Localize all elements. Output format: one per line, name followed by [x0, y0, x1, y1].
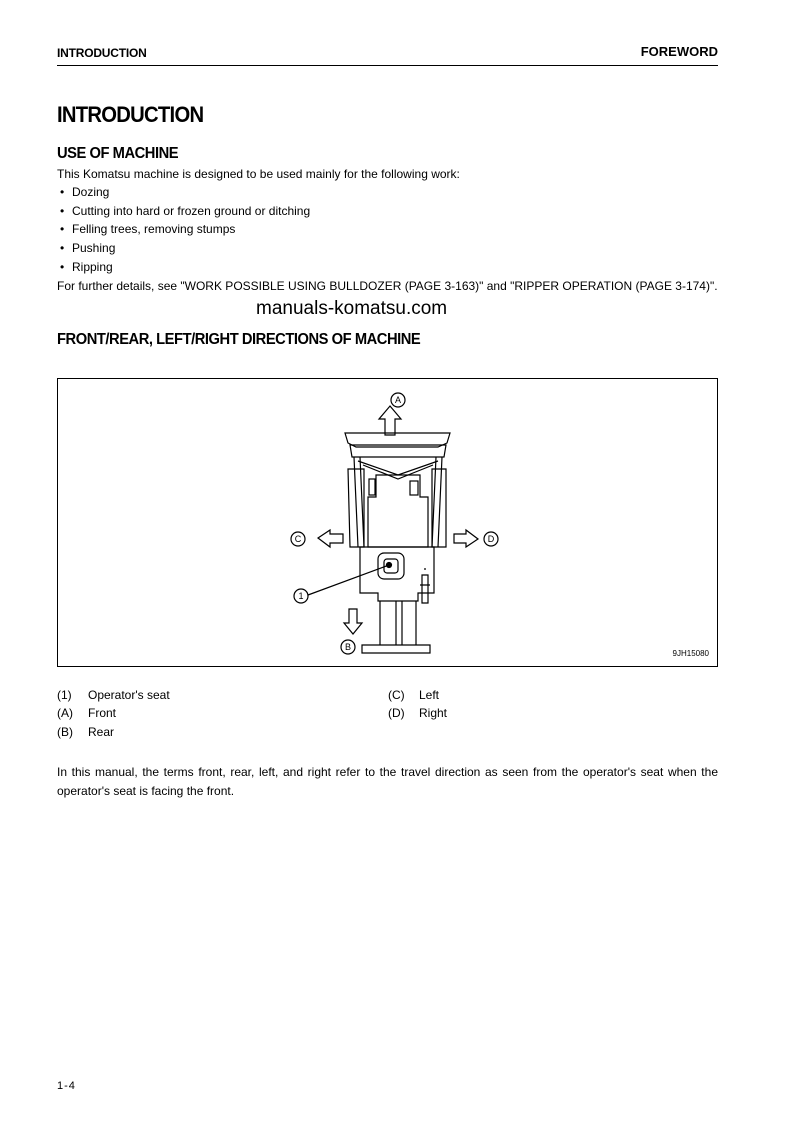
header-section-right: FOREWORD: [640, 44, 718, 59]
work-item-ripping: • Ripping: [57, 258, 310, 277]
legend-item-b: [57, 725, 114, 739]
work-list: [57, 183, 310, 276]
page-number: 1-4: [57, 1080, 76, 1092]
legend-code: (A): [57, 706, 73, 720]
figure-code: 9JH15080: [672, 649, 709, 658]
machine-diagram: [58, 379, 719, 668]
direction-note: In this manual, the terms front, rear, left, and right refer to the travel direction as seen from the operator's seat when the operator's seat is facing the front.: [57, 765, 718, 798]
header-section-left: INTRODUCTION: [57, 46, 147, 60]
label-1: 1: [298, 591, 304, 601]
work-item-felling: • Felling trees, removing stumps: [57, 220, 310, 239]
legend-label: Rear: [88, 725, 115, 739]
label-d: D: [487, 534, 495, 544]
direction-figure: [57, 378, 718, 667]
legend-item-c: [388, 688, 439, 702]
heading-directions: FRONT/REAR, LEFT/RIGHT DIRECTIONS OF MACHINE: [57, 331, 421, 348]
front-arrow-icon: [379, 406, 401, 435]
label-b: B: [344, 642, 352, 652]
page-title: INTRODUCTION: [57, 102, 204, 127]
cab-body-shape: [360, 547, 434, 601]
work-item-cutting: • Cutting into hard or frozen ground or ditching: [57, 202, 310, 221]
header-rule: [57, 65, 718, 66]
legend-code: (1): [57, 688, 72, 702]
legend-item-1: [57, 688, 170, 702]
legend-label: Right: [419, 706, 448, 720]
use-details: For further details, see "WORK POSSIBLE USING BULLDOZER (PAGE 3-163)" and "RIPPER OPERATION (PAGE 3-174)".: [57, 279, 718, 293]
label-a: A: [394, 395, 402, 405]
hood-shape: [368, 475, 428, 547]
right-arrow-icon: [454, 530, 478, 547]
legend-item-d: [388, 706, 447, 720]
legend-code: (D): [388, 706, 405, 720]
watermark: manuals-komatsu.com: [256, 298, 448, 319]
legend-label: Operator's seat: [88, 688, 170, 702]
work-item-dozing: • Dozing: [57, 183, 310, 202]
heading-use-of-machine: USE OF MACHINE: [57, 145, 179, 162]
legend-code: (B): [57, 725, 73, 739]
use-intro: This Komatsu machine is designed to be used mainly for the following work:: [57, 167, 460, 181]
work-item-pushing: • Pushing: [57, 239, 310, 258]
legend-label: Front: [88, 706, 117, 720]
label-c: C: [294, 534, 302, 544]
legend-item-a: [57, 706, 116, 720]
left-arrow-icon: [318, 530, 343, 547]
legend-label: Left: [419, 688, 440, 702]
legend-code: (C): [388, 688, 405, 702]
rear-arrow-icon: [344, 609, 362, 634]
